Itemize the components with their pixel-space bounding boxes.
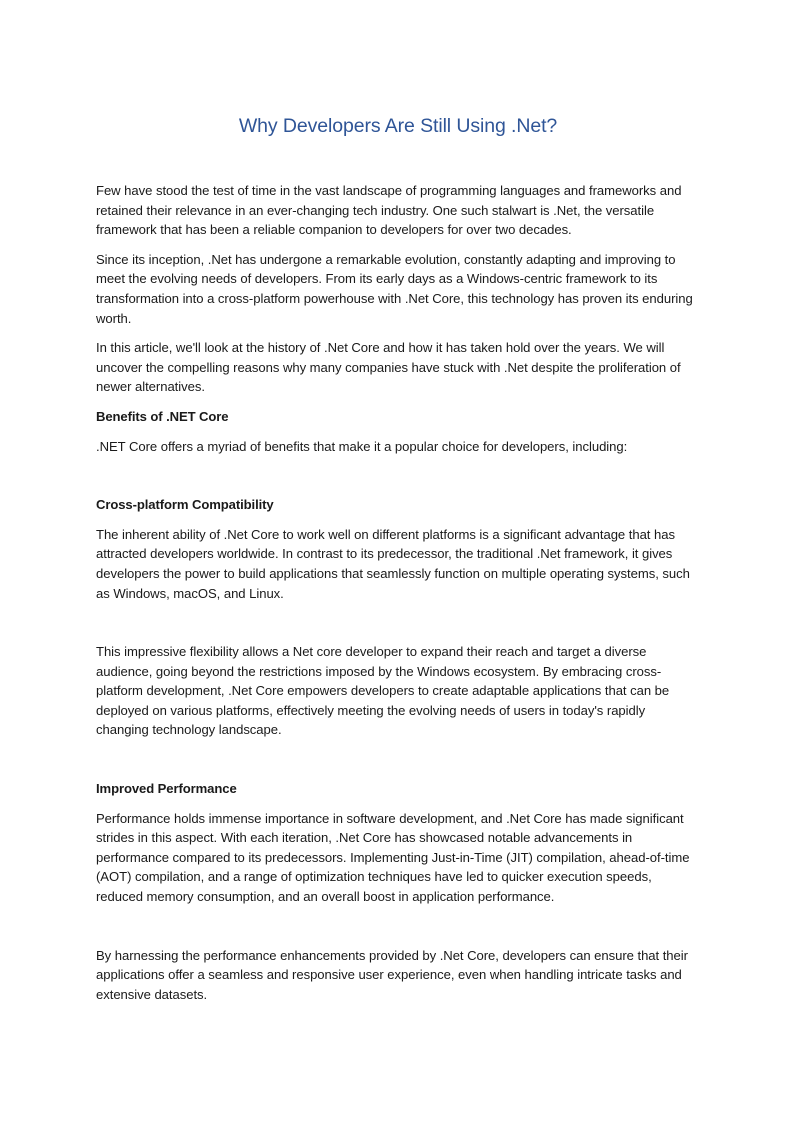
spacer [96,750,700,779]
spacer [96,917,700,946]
spacer [96,613,700,642]
cross-platform-heading: Cross-platform Compatibility [96,497,274,513]
intro-paragraph-3: In this article, we'll look at the history of .Net Core and how it has taken hold over the years. We will uncover the compelling reasons why many companies have stuck with .Net despite the proliferation of newer alternatives. [96,340,681,395]
benefits-text: .NET Core offers a myriad of benefits that make it a popular choice for developers, including: [96,438,628,454]
intro-paragraph-2: Since its inception, .Net has undergone a remarkable evolution, constantly adapting and improving to meet the evolving needs of developers. From its early days as a Windows-centric framework to its transformation into a cross-platform powerhouse with .Net Core, this technology has proven its enduring worth. [96,251,693,326]
benefits-heading: Benefits of .NET Core [96,408,229,424]
spacer [96,466,700,495]
performance-heading: Improved Performance [96,781,237,797]
cross-platform-paragraph-2: This impressive flexibility allows a Net core developer to expand their reach and target a diverse audience, going beyond the restrictions imposed by the Windows ecosystem. By embracing cross-platform development, .Net Core empowers developers to create adaptable applications that can be deployed on various platforms, effectively meeting the evolving needs of users in today's rapidly changing technology landscape. [96,644,670,738]
document-page [96,112,700,1014]
intro-paragraph-1: Few have stood the test of time in the vast landscape of programming languages and frameworks and retained their relevance in an ever-changing tech industry. One such stalwart is .Net, the versatile framework that has been a reliable companion to developers for over two decades. [96,183,682,238]
document-title: Why Developers Are Still Using .Net? [238,115,558,137]
performance-paragraph-2: By harnessing the performance enhancements provided by .Net Core, developers can ensure that their applications offer a seamless and responsive user experience, even when handling intricate tasks and extensive datasets. [96,947,688,1002]
cross-platform-paragraph-1: The inherent ability of .Net Core to work well on different platforms is a significant advantage that has attracted developers worldwide. In contrast to its predecessor, the traditional .Net framework, it gives developers the power to build applications that seamlessly function on multiple operating systems, such as Windows, macOS, and Linux. [96,526,690,601]
performance-paragraph-1: Performance holds immense importance in software development, and .Net Core has made significant strides in this aspect. With each iteration, .Net Core has showcased notable advancements in performance compared to its predecessors. Implementing Just-in-Time (JIT) compilation, ahead-of-time (AOT) compilation, and a range of optimization techniques have led to quicker execution speeds, reduced memory consumption, and an overall boost in application performance. [96,810,690,905]
